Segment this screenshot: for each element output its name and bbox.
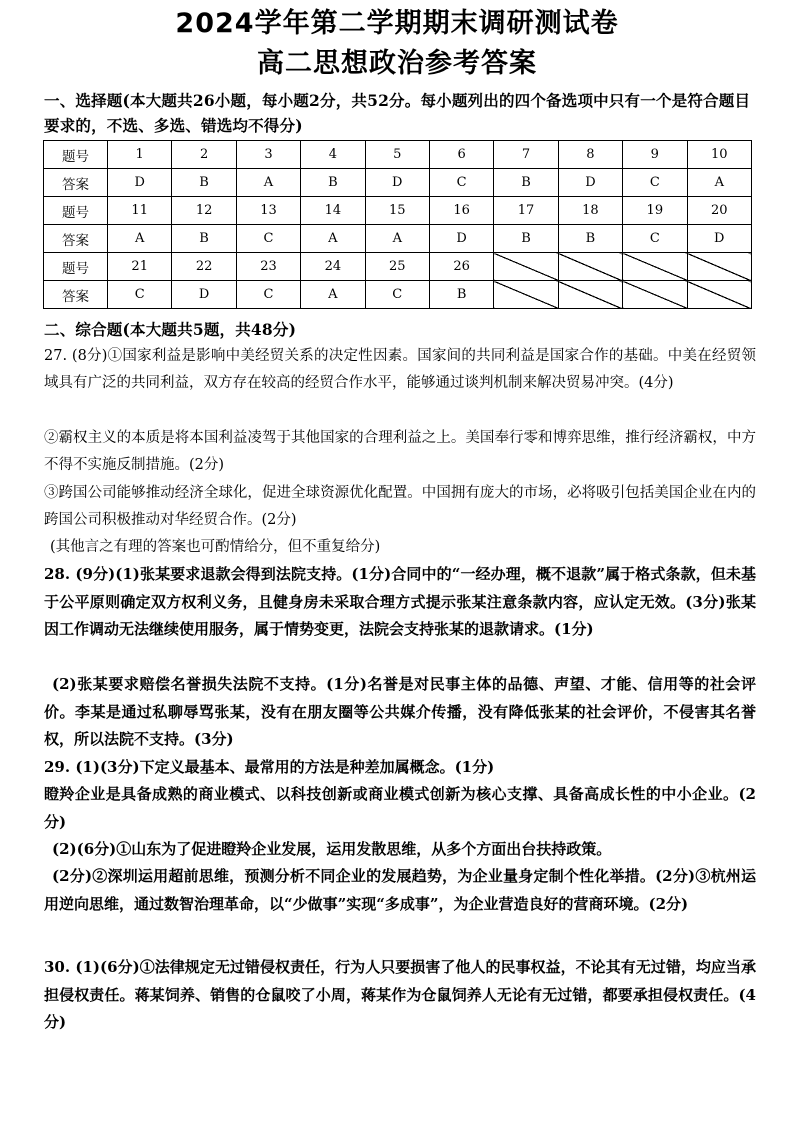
question-number-cell: 17 <box>494 197 558 225</box>
question-number-cell: 16 <box>429 197 493 225</box>
question-number-row <box>44 253 752 281</box>
answer-cell: D <box>687 225 751 253</box>
q28-part-2: (2)张某要求赔偿名誉损失法院不支持。(1分)名誉是对民事主体的品德、声望、才能、信用等的社会评价。李某是通过私聊辱骂张某，没有在朋友圈等公共媒介传播，没有降低张某的社会评价，不侵害其名誉权，所以法院不支持。(3分) <box>44 675 756 748</box>
question-number-cell: 5 <box>365 141 429 169</box>
question-number-cell: 25 <box>365 253 429 281</box>
answer-cell: D <box>429 225 493 253</box>
q27-note: (其他言之有理的答案也可酌情给分，但不重复给分) <box>50 539 381 555</box>
q29-part-2-a: (2)(6分)①山东为了促进瞪羚企业发展，运用发散思维，从多个方面出台扶持政策。 <box>52 840 612 858</box>
question-number-row <box>44 141 752 169</box>
question-number-cell: 6 <box>429 141 493 169</box>
question-number-cell: 11 <box>108 197 172 225</box>
answer-cell: B <box>494 225 558 253</box>
question-number-cell: 23 <box>236 253 300 281</box>
answer-row <box>44 281 752 309</box>
answer-cell: B <box>172 225 236 253</box>
question-number-cell: 13 <box>236 197 300 225</box>
answer-cell: B <box>429 281 493 309</box>
answer-cell: D <box>558 169 622 197</box>
question-number-cell: 22 <box>172 253 236 281</box>
question-number-cell: 10 <box>687 141 751 169</box>
answer-cell: D <box>365 169 429 197</box>
answer-cell: C <box>236 225 300 253</box>
question-number-cell: 15 <box>365 197 429 225</box>
answer-cell: D <box>108 169 172 197</box>
answer-cell: C <box>429 169 493 197</box>
q29-part-1-ans: 瞪羚企业是具备成熟的商业模式、以科技创新或商业模式创新为核心支撑、具备高成长性的中小企业。(2分) <box>44 785 756 831</box>
answer-cell: B <box>494 169 558 197</box>
empty-slashed-cell <box>558 281 622 309</box>
question-number-cell: 8 <box>558 141 622 169</box>
question-number-cell: 9 <box>623 141 687 169</box>
answer-cell: A <box>365 225 429 253</box>
answer-cell: A <box>301 281 365 309</box>
question-number-row-label: 题号 <box>44 253 108 281</box>
empty-slashed-cell <box>494 253 558 281</box>
empty-slashed-cell <box>558 253 622 281</box>
q27-para-3: ③跨国公司能够推动经济全球化，促进全球资源优化配置。中国拥有庞大的市场，必将吸引包括美国企业在内的跨国公司积极推动对华经贸合作。(2分) <box>44 485 756 528</box>
section2-heading: 二、综合题(本大题共5题，共48分) <box>44 320 297 339</box>
answer-cell: C <box>623 225 687 253</box>
q28-part-1: 28. (9分)(1)张某要求退款会得到法院支持。(1分)合同中的“一经办理，概不退款”属于格式条款，但未基于公平原则确定双方权利义务，且健身房未采取合理方式提示张某注意条款内容，应认定无效。(3分)张某因工作调动无法继续使用服务，属于情势变更，法院会支持张某的退款请求。(1分) <box>44 565 756 638</box>
question-number-cell: 21 <box>108 253 172 281</box>
answer-cell: C <box>108 281 172 309</box>
question-number-cell: 20 <box>687 197 751 225</box>
question-number-cell: 24 <box>301 253 365 281</box>
question-number-row <box>44 197 752 225</box>
answer-cell: C <box>365 281 429 309</box>
answer-cell: A <box>236 169 300 197</box>
section1-heading: 一、选择题(本大题共26小题，每小题2分，共52分。每小题列出的四个备选项中只有一个是符合题目要求的，不选、多选、错选均不得分) <box>44 91 751 135</box>
question-number-cell: 19 <box>623 197 687 225</box>
question-number-cell: 12 <box>172 197 236 225</box>
question-number-row-label: 题号 <box>44 141 108 169</box>
question-number-cell: 4 <box>301 141 365 169</box>
question-number-cell: 18 <box>558 197 622 225</box>
empty-slashed-cell <box>687 253 751 281</box>
answer-cell: C <box>236 281 300 309</box>
answer-cell: C <box>623 169 687 197</box>
exam-subtitle: 高二思想政治参考答案 <box>257 48 537 79</box>
question-number-cell: 7 <box>494 141 558 169</box>
answer-cell: B <box>558 225 622 253</box>
answer-row-label: 答案 <box>44 225 108 253</box>
answer-cell: A <box>301 225 365 253</box>
empty-slashed-cell <box>623 281 687 309</box>
answer-row <box>44 169 752 197</box>
answer-row-label: 答案 <box>44 169 108 197</box>
q29-part-1-def: 29. (1)(3分)下定义最基本、最常用的方法是种差加属概念。(1分) <box>44 758 495 776</box>
question-number-cell: 14 <box>301 197 365 225</box>
q27-para-1: 27. (8分)①国家利益是影响中美经贸关系的决定性因素。国家间的共同利益是国家合作的基础。中美在经贸领域具有广泛的共同利益，双方存在较高的经贸合作水平，能够通过谈判机制来解决贸易冲突。(4分) <box>44 348 756 391</box>
answer-cell: B <box>172 169 236 197</box>
answer-cell: B <box>301 169 365 197</box>
question-number-row-label: 题号 <box>44 197 108 225</box>
answer-row <box>44 225 752 253</box>
empty-slashed-cell <box>494 281 558 309</box>
q29-part-2-b: (2分)②深圳运用超前思维，预测分析不同企业的发展趋势，为企业量身定制个性化举措。(2分)③杭州运用逆向思维，通过数智治理革命，以“少做事”实现“多成事”，为企业营造良好的营商环境。(2分) <box>44 867 756 913</box>
answer-cell: A <box>108 225 172 253</box>
empty-slashed-cell <box>687 281 751 309</box>
answer-row-label: 答案 <box>44 281 108 309</box>
answer-cell: A <box>687 169 751 197</box>
answer-table <box>43 140 752 309</box>
answer-cell: D <box>172 281 236 309</box>
q27-para-2: ②霸权主义的本质是将本国利益凌驾于其他国家的合理利益之上。美国奉行零和博弈思维，推行经济霸权，中方不得不实施反制措施。(2分) <box>44 430 756 473</box>
question-number-cell: 26 <box>429 253 493 281</box>
exam-title: 2024学年第二学期期末调研测试卷 <box>175 8 619 39</box>
question-number-cell: 2 <box>172 141 236 169</box>
question-number-cell: 1 <box>108 141 172 169</box>
question-number-cell: 3 <box>236 141 300 169</box>
q30-part-1: 30. (1)(6分)①法律规定无过错侵权责任，行为人只要损害了他人的民事权益，不论其有无过错，均应当承担侵权责任。蒋某饲养、销售的仓鼠咬了小周，蒋某作为仓鼠饲养人无论有无过错，都要承担侵权责任。(4分) <box>44 958 756 1031</box>
empty-slashed-cell <box>623 253 687 281</box>
